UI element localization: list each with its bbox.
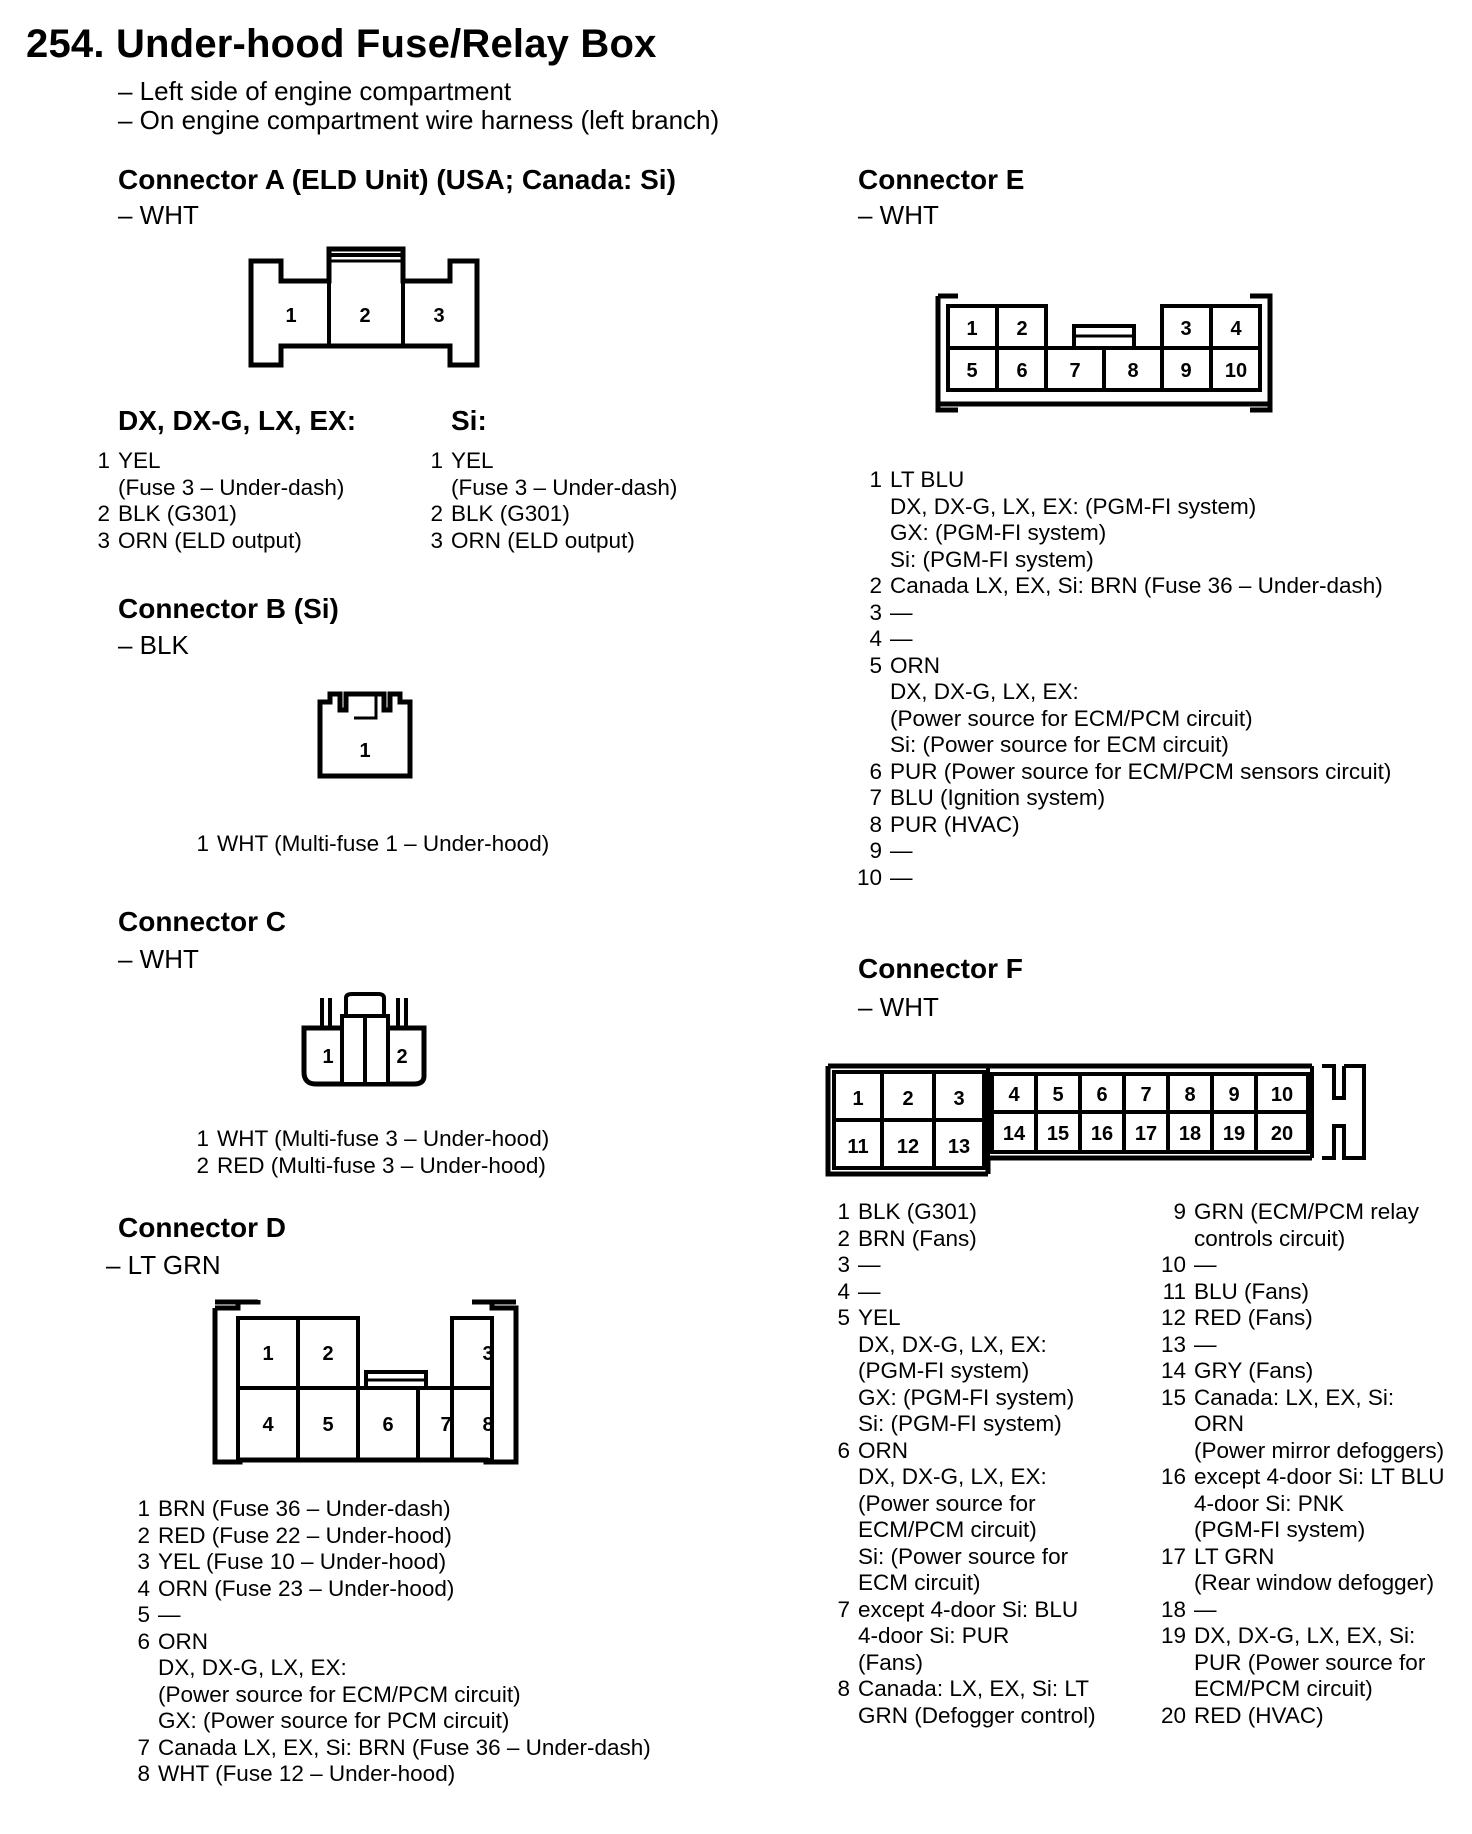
list-item: 1 BLK (G301) bbox=[837, 1199, 977, 1224]
connector-a-title: Connector A (ELD Unit) (USA; Canada: Si) bbox=[118, 164, 676, 195]
connector-a-color: – WHT bbox=[118, 200, 199, 230]
connector-b-list bbox=[193, 831, 613, 858]
connector-f-diagram bbox=[824, 1062, 1384, 1177]
connector-f-pin-15: 15 bbox=[1046, 1123, 1070, 1145]
list-item: 7 Canada LX, EX, Si: BRN (Fuse 36 – Under-dash) bbox=[137, 1734, 651, 1760]
connector-f-pin-20: 20 bbox=[1270, 1123, 1294, 1145]
list-item: 7 except 4-door Si: BLU 4-door Si: PUR (Fans) bbox=[837, 1596, 1079, 1675]
connector-f-pin-10: 10 bbox=[1270, 1084, 1294, 1106]
connector-f-pin-1: 1 bbox=[852, 1088, 864, 1110]
list-item: 1 WHT (Multi-fuse 1 – Under-hood) bbox=[196, 831, 550, 856]
connector-e-color: – WHT bbox=[858, 200, 939, 230]
connector-d-title: Connector D bbox=[118, 1212, 286, 1243]
connector-e-pin-4: 4 bbox=[1230, 318, 1242, 340]
connector-a-pin-2: 2 bbox=[359, 305, 371, 327]
connector-a-group2-title: Si: bbox=[451, 405, 487, 436]
list-item: 1 BRN (Fuse 36 – Under-dash) bbox=[137, 1496, 451, 1521]
connector-f-pin-14: 14 bbox=[1002, 1123, 1026, 1145]
list-item: 2 RED (Multi-fuse 3 – Under-hood) bbox=[196, 1152, 546, 1178]
connector-f-pin-9: 9 bbox=[1228, 1084, 1240, 1106]
connector-f-color: – WHT bbox=[858, 992, 939, 1022]
connector-e-diagram bbox=[934, 292, 1274, 412]
connector-f-pin-13: 13 bbox=[947, 1136, 971, 1158]
connector-e-list bbox=[854, 467, 1414, 891]
list-item: 3 — bbox=[869, 599, 913, 625]
list-item: 11 BLU (Fans) bbox=[1162, 1278, 1310, 1304]
connector-d-pin-5: 5 bbox=[322, 1414, 334, 1436]
connector-c-list bbox=[193, 1126, 613, 1179]
connector-e-pin-6: 6 bbox=[1016, 360, 1028, 382]
connector-c-diagram bbox=[300, 990, 430, 1090]
connector-e-title: Connector E bbox=[858, 164, 1025, 195]
list-item: 1 YEL (Fuse 3 – Under-dash) bbox=[97, 448, 345, 500]
connector-c-pin-2: 2 bbox=[396, 1046, 408, 1068]
connector-d-pin-7: 7 bbox=[440, 1414, 452, 1436]
connector-b-diagram bbox=[316, 690, 416, 780]
list-item: 15 Canada: LX, EX, Si: ORN (Power mirror defoggers) bbox=[1160, 1384, 1445, 1463]
connector-f-pin-7: 7 bbox=[1140, 1084, 1152, 1106]
connector-e-pin-9: 9 bbox=[1180, 360, 1192, 382]
connector-f-pin-19: 19 bbox=[1222, 1123, 1246, 1145]
connector-f-list-left bbox=[834, 1199, 1134, 1729]
connector-f-pin-2: 2 bbox=[902, 1088, 914, 1110]
list-item: 13 — bbox=[1160, 1331, 1217, 1357]
connector-c-pin-1: 1 bbox=[322, 1046, 334, 1068]
list-item: 14 GRY (Fans) bbox=[1160, 1358, 1314, 1383]
list-item: 10 — bbox=[856, 864, 913, 890]
list-item: 3 ORN (ELD output) bbox=[430, 527, 635, 553]
list-item: 1 LT BLU DX, DX-G, LX, EX: (PGM-FI system) GX: (PGM-FI system) Si: (PGM-FI system) bbox=[869, 467, 1257, 572]
subtitle-line-1: – Left side of engine compartment bbox=[118, 76, 512, 106]
list-item: 5 ORN DX, DX-G, LX, EX: (Power source for ECM/PCM circuit) Si: (Power source for ECM circuit) bbox=[869, 652, 1253, 757]
list-item: 2 BLK (G301) bbox=[430, 501, 570, 526]
list-item: 4 — bbox=[837, 1278, 881, 1304]
connector-b-pin-1: 1 bbox=[359, 740, 371, 762]
connector-d-pin-2: 2 bbox=[322, 1343, 334, 1365]
connector-a-diagram bbox=[245, 245, 485, 370]
connector-f-pin-11: 11 bbox=[847, 1136, 869, 1158]
list-item: 12 RED (Fans) bbox=[1160, 1305, 1313, 1330]
connector-a-pin-3: 3 bbox=[433, 305, 445, 327]
subtitle-line-2: – On engine compartment wire harness (left branch) bbox=[118, 105, 720, 135]
list-item: 6 ORN DX, DX-G, LX, EX: (Power source for ECM/PCM circuit) Si: (Power source for ECM circuit) bbox=[837, 1437, 1069, 1595]
list-item: 19 DX, DX-G, LX, EX, Si: PUR (Power source for ECM/PCM circuit) bbox=[1160, 1623, 1426, 1701]
list-item: 8 PUR (HVAC) bbox=[869, 811, 1020, 837]
connector-d-pin-3: 3 bbox=[482, 1343, 494, 1365]
connector-b-color: – BLK bbox=[118, 630, 189, 660]
list-item: 2 BRN (Fans) bbox=[837, 1225, 977, 1251]
connector-f-pin-16: 16 bbox=[1090, 1123, 1114, 1145]
connector-f-pin-8: 8 bbox=[1184, 1084, 1196, 1106]
connector-e-pin-1: 1 bbox=[966, 318, 978, 340]
list-item: 2 Canada LX, EX, Si: BRN (Fuse 36 – Under-dash) bbox=[869, 573, 1383, 598]
list-item: 1 YEL (Fuse 3 – Under-dash) bbox=[430, 448, 678, 500]
list-item: 4 ORN (Fuse 23 – Under-hood) bbox=[137, 1575, 455, 1601]
connector-c-title: Connector C bbox=[118, 906, 286, 937]
connector-f-pin-17: 17 bbox=[1134, 1123, 1158, 1145]
connector-f-title: Connector F bbox=[858, 953, 1023, 984]
list-item: 8 Canada: LX, EX, Si: LT GRN (Defogger control) bbox=[837, 1676, 1096, 1728]
list-item: 3 YEL (Fuse 10 – Under-hood) bbox=[137, 1549, 447, 1574]
connector-e-pin-5: 5 bbox=[966, 360, 978, 382]
connector-e-pin-3: 3 bbox=[1180, 318, 1192, 340]
connector-f-pin-4: 4 bbox=[1008, 1084, 1020, 1106]
list-item: 5 YEL DX, DX-G, LX, EX: (PGM-FI system) GX: (PGM-FI system) Si: (PGM-FI system) bbox=[837, 1305, 1075, 1436]
list-item: 1 WHT (Multi-fuse 3 – Under-hood) bbox=[196, 1126, 550, 1151]
list-item: 2 BLK (G301) bbox=[97, 501, 237, 526]
connector-d-pin-4: 4 bbox=[262, 1414, 274, 1436]
list-item: 7 BLU (Ignition system) bbox=[869, 785, 1106, 810]
list-item: 18 — bbox=[1160, 1596, 1217, 1622]
connector-f-pin-5: 5 bbox=[1052, 1084, 1064, 1106]
connector-f-pin-3: 3 bbox=[953, 1088, 965, 1110]
connector-a-pin-1: 1 bbox=[285, 305, 297, 327]
list-item: 6 PUR (Power source for ECM/PCM sensors circuit) bbox=[869, 758, 1392, 784]
list-item: 5 — bbox=[137, 1602, 181, 1627]
list-item: 9 — bbox=[869, 838, 913, 863]
list-item: 16 except 4-door Si: LT BLU 4-door Si: PNK (PGM-FI system) bbox=[1160, 1464, 1445, 1542]
list-item: 3 ORN (ELD output) bbox=[97, 527, 302, 553]
connector-d-diagram bbox=[210, 1298, 520, 1468]
list-item: 4 — bbox=[869, 626, 913, 651]
connector-a-group1-title: DX, DX-G, LX, EX: bbox=[118, 405, 357, 436]
connector-a-group2-list bbox=[427, 448, 727, 554]
connector-d-pin-8: 8 bbox=[482, 1414, 494, 1436]
connector-d-color: – LT GRN bbox=[106, 1250, 221, 1280]
connector-f-pin-6: 6 bbox=[1096, 1084, 1108, 1106]
connector-f-pin-12: 12 bbox=[896, 1136, 920, 1158]
list-item: 8 WHT (Fuse 12 – Under-hood) bbox=[137, 1761, 456, 1786]
list-item: 3 — bbox=[837, 1252, 881, 1277]
list-item: 9 GRN (ECM/PCM relay controls circuit) bbox=[1173, 1199, 1420, 1251]
connector-d-pin-1: 1 bbox=[262, 1343, 274, 1365]
connector-b-title: Connector B (Si) bbox=[118, 593, 339, 624]
connector-e-pin-10: 10 bbox=[1224, 360, 1248, 382]
list-item: 10 — bbox=[1160, 1252, 1217, 1277]
list-item: 20 RED (HVAC) bbox=[1160, 1702, 1324, 1728]
list-item: 6 ORN DX, DX-G, LX, EX: (Power source for ECM/PCM circuit) GX: (Power source for PCM circuit) bbox=[137, 1628, 521, 1733]
connector-c-color: – WHT bbox=[118, 944, 199, 974]
connector-f-list-right bbox=[1158, 1199, 1468, 1729]
connector-d-list bbox=[134, 1496, 694, 1788]
list-item: 17 LT GRN (Rear window defogger) bbox=[1160, 1543, 1435, 1595]
connector-e-pin-7: 7 bbox=[1069, 360, 1081, 382]
connector-d-pin-6: 6 bbox=[382, 1414, 394, 1436]
connector-a-group1-list bbox=[94, 448, 394, 554]
connector-e-pin-2: 2 bbox=[1016, 318, 1028, 340]
connector-e-pin-8: 8 bbox=[1127, 360, 1139, 382]
list-item: 2 RED (Fuse 22 – Under-hood) bbox=[137, 1522, 452, 1548]
connector-f-pin-18: 18 bbox=[1178, 1123, 1202, 1145]
page-title: 254. Under-hood Fuse/Relay Box bbox=[26, 22, 657, 66]
